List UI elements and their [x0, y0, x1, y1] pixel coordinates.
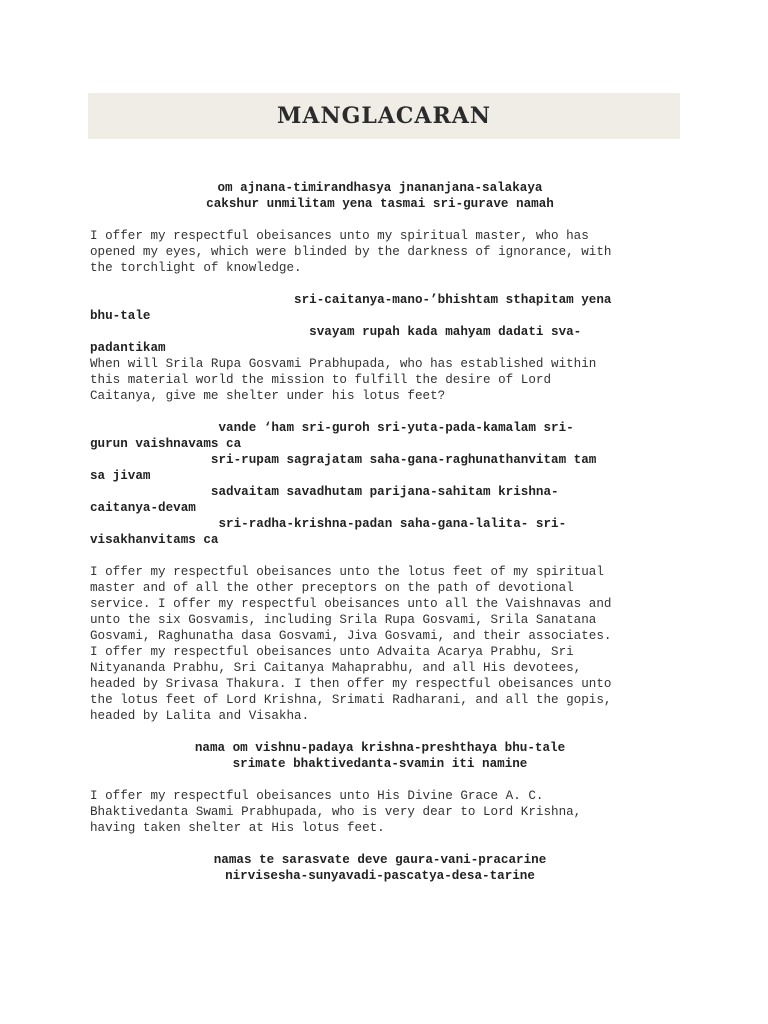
- translation-line: the torchlight of knowledge.: [90, 261, 302, 275]
- verse-block-5: [90, 852, 670, 884]
- verse-line: sri-radha-krishna-padan saha-gana-lalita- sri-: [90, 517, 567, 531]
- verse-line: srimate bhaktivedanta-svamin iti namine: [232, 757, 528, 771]
- verse-line: svayam rupah kada mahyam dadati sva-: [90, 325, 582, 339]
- translation-line: I offer my respectful obeisances unto His Divine Grace A. C.: [90, 789, 544, 803]
- translation-line: I offer my respectful obeisances unto my spiritual master, who has: [90, 229, 589, 243]
- verse-line: nirvisesha-sunyavadi-pascatya-desa-tarine: [225, 869, 535, 883]
- verse-line: sri-rupam sagrajatam saha-gana-raghunathanvitam tam: [90, 453, 597, 467]
- verse-line: nama om vishnu-padaya krishna-preshthaya bhu-tale: [194, 741, 566, 755]
- spacer: [90, 276, 670, 292]
- translation-line: opened my eyes, which were blinded by the darkness of ignorance, with: [90, 245, 612, 259]
- title-band: [88, 93, 680, 139]
- translation-block-1: [90, 228, 670, 276]
- translation-line: headed by Srivasa Thakura. I then offer my respectful obeisances unto: [90, 677, 612, 691]
- spacer: [90, 548, 670, 564]
- translation-line: unto the six Gosvamis, including Srila Rupa Gosvami, Srila Sanatana: [90, 613, 597, 627]
- spacer: [90, 836, 670, 852]
- translation-line: service. I offer my respectful obeisances unto all the Vaishnavas and: [90, 597, 612, 611]
- translation-line: Caitanya, give me shelter under his lotus feet?: [90, 389, 446, 403]
- page-title: MANGLACARAN: [277, 103, 491, 129]
- verse-block-1: [90, 180, 670, 212]
- verse-block-2: [90, 292, 670, 356]
- translation-line: the lotus feet of Lord Krishna, Srimati Radharani, and all the gopis,: [90, 693, 612, 707]
- spacer: [90, 212, 670, 228]
- translation-line: Bhaktivedanta Swami Prabhupada, who is very dear to Lord Krishna,: [90, 805, 582, 819]
- verse-line: padantikam: [90, 341, 166, 355]
- translation-line: this material world the mission to fulfill the desire of Lord: [90, 373, 552, 387]
- verse-line: sri-caitanya-mano-’bhishtam sthapitam yena: [90, 293, 612, 307]
- translation-line: having taken shelter at His lotus feet.: [90, 821, 385, 835]
- translation-line: When will Srila Rupa Gosvami Prabhupada, who has established within: [90, 357, 597, 371]
- translation-line: headed by Lalita and Visakha.: [90, 709, 310, 723]
- verse-line: cakshur unmilitam yena tasmai sri-gurave namah: [206, 197, 554, 211]
- verse-line: bhu-tale: [90, 309, 151, 323]
- spacer: [90, 772, 670, 788]
- document-body: [90, 180, 670, 884]
- verse-line: namas te sarasvate deve gaura-vani-pracarine: [213, 853, 547, 867]
- translation-line: I offer my respectful obeisances unto the lotus feet of my spiritual: [90, 565, 604, 579]
- verse-line: caitanya-devam: [90, 501, 196, 515]
- verse-block-4: [90, 740, 670, 772]
- spacer: [90, 404, 670, 420]
- verse-line: vande ‘ham sri-guroh sri-yuta-pada-kamalam sri-: [90, 421, 574, 435]
- verse-line: om ajnana-timirandhasya jnananjana-salakaya: [217, 181, 543, 195]
- verse-line: sadvaitam savadhutam parijana-sahitam krishna-: [90, 485, 559, 499]
- translation-block-2: [90, 356, 670, 404]
- verse-line: visakhanvitams ca: [90, 533, 219, 547]
- translation-block-3: [90, 564, 670, 724]
- translation-line: Gosvami, Raghunatha dasa Gosvami, Jiva Gosvami, and their associates.: [90, 629, 612, 643]
- verse-block-3: [90, 420, 670, 548]
- translation-line: I offer my respectful obeisances unto Advaita Acarya Prabhu, Sri: [90, 645, 574, 659]
- spacer: [90, 724, 670, 740]
- translation-line: Nityananda Prabhu, Sri Caitanya Mahaprabhu, and all His devotees,: [90, 661, 582, 675]
- verse-line: sa jivam: [90, 469, 151, 483]
- translation-line: master and of all the other preceptors on the path of devotional: [90, 581, 574, 595]
- verse-line: gurun vaishnavams ca: [90, 437, 242, 451]
- translation-block-4: [90, 788, 670, 836]
